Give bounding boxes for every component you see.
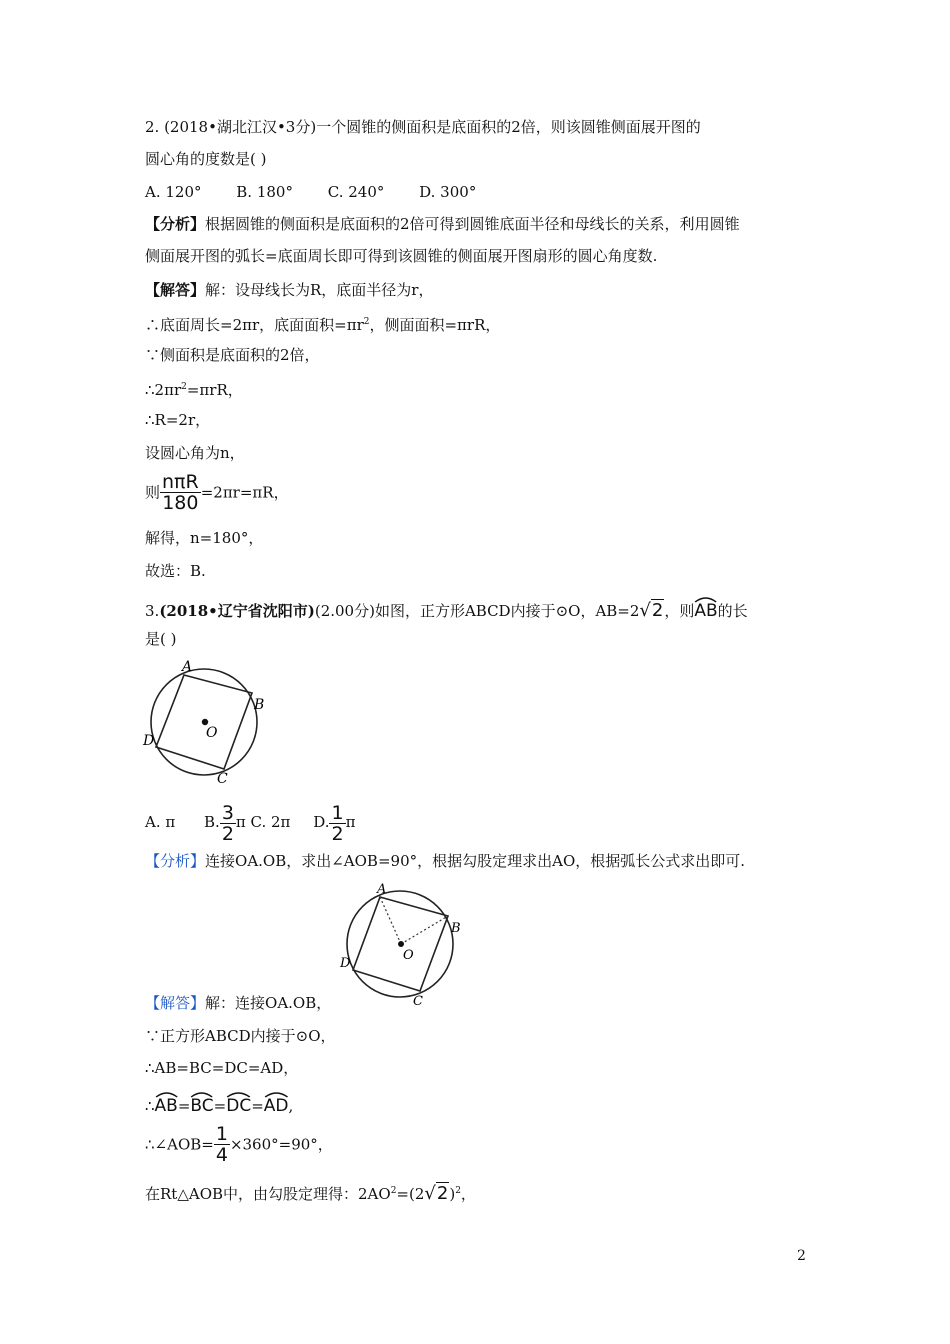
q2-answer-text: 解：设母线长为R，底面半径为r，	[205, 281, 434, 299]
q2-stem-line1: 2. (2018•湖北江汉•3分)一个圆锥的侧面积是底面积的2倍，则该圆锥侧面展开图的	[145, 118, 701, 136]
label-d-2: D	[340, 956, 351, 971]
q3-option-a: A. π	[145, 813, 176, 831]
q3-step1: ∵正方形ABCD内接于⊙O，	[145, 1027, 336, 1045]
q3-step4: ∴∠AOB= $\frac{1}{4}$ ×360°=90°，	[145, 1123, 333, 1166]
q2-step4: ∴R=2r，	[145, 411, 211, 429]
q3-option-d-fraction: $\frac{1}{2}$	[331, 801, 344, 845]
q3-step3: ∴ AB= BC= DC= AD,	[145, 1092, 293, 1116]
q2-options	[145, 182, 476, 202]
label-o-2: O	[403, 948, 414, 963]
label-c: C	[217, 771, 228, 787]
label-d: D	[143, 733, 155, 749]
q2-option-b: B. 180°	[236, 183, 293, 201]
q2-step3: $\therefore 2\pi r^2=\pi rR$，	[145, 381, 243, 399]
q2-step1: ∴底面周长=2πr，底面面积$=\pi r^2$，侧面面积=πrR，	[145, 316, 501, 334]
q3-step5: 在Rt△AOB中，由勾股定理得：$2AO^2=(2√2)^2$，	[145, 1183, 476, 1204]
q2-stem-line2: 圆心角的度数是( )	[145, 150, 267, 168]
q3-analysis	[145, 851, 745, 871]
q2-answer-line1	[145, 280, 433, 300]
q2-step7: 解得，n=180°，	[145, 529, 264, 547]
segment-oa	[380, 897, 401, 944]
label-a: A	[182, 659, 193, 675]
q3-option-b: B.	[204, 813, 220, 831]
q2-analysis-line1	[145, 214, 740, 234]
q3-option-c: π C. 2π	[235, 813, 291, 831]
q3-sqrt: √2	[639, 600, 664, 621]
label-b-2: B	[451, 921, 461, 936]
arc-ad: AD	[264, 1092, 289, 1116]
label-o: O	[206, 725, 218, 741]
arc-dc: DC	[226, 1092, 251, 1116]
q2-fraction: $\frac{\text{nπR}}{180}$	[162, 471, 199, 514]
q2-step5: 设圆心角为n，	[145, 444, 245, 462]
page-number: 2	[797, 1248, 806, 1264]
q3-step5-sqrt: √2	[424, 1183, 449, 1204]
label-c-2: C	[413, 994, 423, 1009]
q2-analysis-line2: 侧面展开图的弧长=底面周长即可得到该圆锥的侧面展开图扇形的圆心角度数.	[145, 247, 658, 265]
q3-figure-solution	[336, 880, 466, 1010]
q3-options: A. π B. $\frac{3}{2}$ π C. 2π D. $\frac{1}{2}$ π	[145, 801, 356, 845]
q2-step8: 故选：B.	[145, 562, 206, 580]
q3-figure-circle-square	[140, 655, 270, 790]
q2-step6: 则 $\frac{\text{nπR}}{180}$ =2πr=πR，	[145, 471, 289, 514]
segment-ob	[401, 916, 448, 944]
q2-option-c: C. 240°	[327, 183, 385, 201]
q3-source: (2018•辽宁省沈阳市)	[159, 602, 315, 620]
q2-analysis-tag: 【分析】	[145, 215, 206, 233]
q2-analysis-text: 根据圆锥的侧面积是底面积的2倍可得到圆锥底面半径和母线长的关系，利用圆锥	[205, 215, 740, 233]
q3-analysis-tag: 【分析】	[145, 852, 206, 870]
q3-step2: ∴AB=BC=DC=AD，	[145, 1059, 299, 1077]
q3-option-d: D.	[313, 813, 330, 831]
arc-bc: BC	[190, 1092, 213, 1116]
q2-answer-tag: 【解答】	[145, 281, 206, 299]
center-point-2	[398, 941, 404, 947]
arc-ab: AB	[155, 1092, 178, 1116]
q2-step2: ∵侧面积是底面积的2倍，	[145, 346, 320, 364]
q3-option-b-fraction: $\frac{3}{2}$	[221, 801, 234, 845]
q3-answer-line1	[145, 993, 331, 1013]
q3-stem-line2: 是( )	[145, 630, 177, 648]
q3-arc-ab: AB	[694, 597, 717, 621]
q3-stem-line1: 3.(2018•辽宁省沈阳市)(2.00分)如图，正方形ABCD内接于⊙O，AB=2√2，则 AB的长	[145, 597, 748, 621]
q3-answer-tag: 【解答】	[145, 994, 206, 1012]
q2-option-a: A. 120°	[145, 183, 202, 201]
q3-quarter-fraction: $\frac{1}{4}$	[215, 1123, 228, 1166]
q3-answer-text: 解：连接OA.OB，	[205, 994, 332, 1012]
label-a-2: A	[377, 882, 387, 897]
q3-analysis-text: 连接OA.OB，求出∠AOB=90°，根据勾股定理求出AO，根据弧长公式求出即可.	[205, 852, 746, 870]
label-b: B	[254, 697, 265, 713]
q2-option-d: D. 300°	[419, 183, 477, 201]
